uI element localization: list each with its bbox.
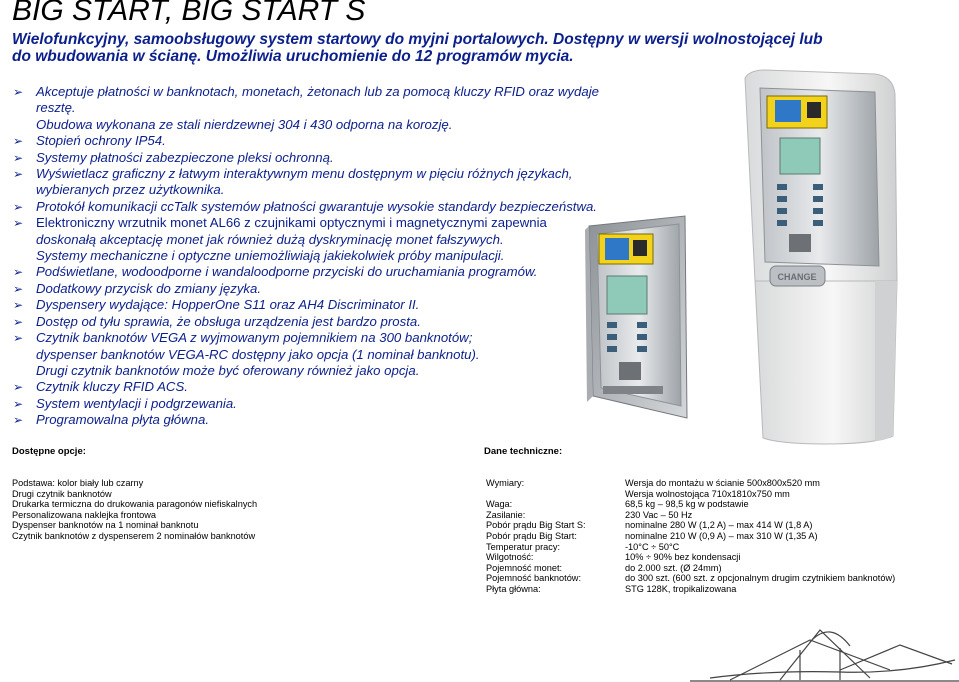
feature-text: Obudowa wykonana ze stali nierdzewnej 304 i 430 odporna na korozję. (36, 116, 453, 132)
arrow-bullet-icon: ➢ (13, 396, 24, 411)
feature-text: dyspenser banknotów VEGA-RC dostępny jako opcja (1 nominał banknotu). (36, 346, 480, 362)
arrow-bullet-icon: ➢ (13, 265, 24, 280)
spec-value: nominalne 280 W (1,2 A) – max 414 W (1,8 A) (625, 520, 813, 531)
feature-item (12, 264, 612, 280)
page-title: BIG START, BIG START S (12, 0, 366, 27)
arrow-bullet-icon: ➢ (13, 314, 24, 329)
spec-value: Wersja wolnostojąca 710x1810x750 mm (625, 488, 790, 499)
feature-item (12, 281, 612, 297)
feature-item (12, 150, 612, 166)
feature-item (12, 182, 612, 198)
feature-text: Dostęp od tyłu sprawia, że obsługa urządzenia jest bardzo prosta. (36, 313, 421, 329)
arrow-bullet-icon: ➢ (13, 331, 24, 346)
spec-value: 68,5 kg – 98,5 kg w podstawie (625, 499, 749, 510)
spec-label: Zasilanie: (486, 509, 526, 520)
feature-text: Dodatkowy przycisk do zmiany języka. (36, 280, 261, 296)
feature-text: System wentylacji i podgrzewania. (36, 395, 237, 411)
feature-item (12, 117, 612, 133)
spec-label: Płyta główna: (486, 583, 541, 594)
option-item: Drugi czytnik banknotów (12, 488, 112, 499)
option-item: Drukarka termiczna do drukowania paragonów niefiskalnych (12, 499, 258, 510)
page-subtitle: Wielofunkcyjny, samoobsługowy system startowy do myjni portalowych. Dostępny w wersji wolnostojącej lub do wbudowania w ścianę. Umożliwia uruchomienie do 12 programów mycia. (12, 31, 823, 65)
feature-text: Wyświetlacz graficzny z łatwym interaktywnym menu dostępnym w pięciu różnych językach, (36, 166, 573, 182)
feature-item (12, 379, 612, 395)
options-heading: Dostępne opcje: (12, 446, 86, 457)
freestanding-unit (745, 70, 897, 444)
wall-mount-unit (585, 216, 687, 418)
feature-text: Akceptuje płatności w banknotach, monetach, żetonach lub za pomocą kluczy RFID oraz wydaje resztę. (36, 84, 599, 116)
feature-item (12, 84, 612, 117)
option-item: Dyspenser banknotów na 1 nominał banknotu (12, 520, 199, 531)
spec-value: STG 128K, tropikalizowana (625, 583, 737, 594)
feature-item (12, 199, 612, 215)
feature-text: Drugi czytnik banknotów może być oferowany również jako opcja. (36, 362, 420, 378)
spec-value: nominalne 210 W (0,9 A) – max 310 W (1,35 A) (625, 530, 818, 541)
feature-text: Czytnik kluczy RFID ACS. (36, 379, 188, 395)
arrow-bullet-icon: ➢ (13, 298, 24, 313)
spec-labels (486, 478, 586, 595)
sketch-logo (690, 600, 959, 682)
spec-label: Pojemność banknotów: (486, 573, 581, 584)
feature-item (12, 396, 612, 412)
feature-text: Podświetlane, wodoodporne i wandaloodporne przyciski do uruchamiania programów. (36, 264, 538, 280)
feature-item (12, 412, 612, 428)
arrow-bullet-icon: ➢ (13, 380, 24, 395)
options-list (12, 478, 257, 542)
spec-label: Pobór prądu Big Start: (486, 530, 577, 541)
spec-value: -10°C ÷ 50°C (625, 541, 680, 552)
feature-list (12, 84, 612, 429)
feature-item (12, 347, 612, 363)
arrow-bullet-icon: ➢ (13, 413, 24, 428)
change-label: CHANGE (777, 272, 817, 282)
arrow-bullet-icon: ➢ (13, 281, 24, 296)
feature-item (12, 133, 612, 149)
spec-value: 10% ÷ 90% bez kondensacji (625, 552, 741, 563)
feature-item (12, 330, 612, 346)
spec-label: Wymiary: (486, 478, 525, 488)
feature-item (12, 166, 612, 182)
arrow-bullet-icon: ➢ (13, 167, 24, 182)
feature-item (12, 297, 612, 313)
spec-label (486, 489, 586, 500)
spec-label: Pobór prądu Big Start S: (486, 520, 586, 531)
spec-value: 230 Vac – 50 Hz (625, 509, 693, 520)
spec-value: do 2.000 szt. (Ø 24mm) (625, 562, 722, 573)
feature-item (12, 248, 612, 264)
spec-label: Waga: (486, 499, 513, 510)
feature-text: Systemy płatności zabezpieczone pleksi ochronną. (36, 149, 334, 165)
arrow-bullet-icon: ➢ (13, 199, 24, 214)
option-item: Personalizowana naklejka frontowa (12, 509, 157, 520)
option-item: Podstawa: kolor biały lub czarny (12, 478, 144, 488)
feature-text: Dyspensery wydające: HopperOne S11 oraz AH4 Discriminator II. (36, 297, 420, 313)
spec-label: Pojemność monet: (486, 562, 563, 573)
spec-value: do 300 szt. (600 szt. z opcjonalnym drugim czytnikiem banknotów) (625, 573, 896, 584)
feature-text: Stopień ochrony IP54. (36, 133, 166, 149)
specs-heading: Dane techniczne: (484, 446, 563, 457)
feature-text: Elektroniczny wrzutnik monet AL66 z czujnikami optycznymi i magnetycznymi zapewnia (36, 215, 547, 231)
arrow-bullet-icon: ➢ (13, 85, 24, 99)
spec-value: Wersja do montażu w ścianie 500x800x520 mm (625, 478, 820, 488)
feature-item (12, 215, 612, 231)
spec-values (625, 478, 895, 595)
feature-text: Protokół komunikacji ccTalk systemów płatności gwarantuje wysokie standardy bezpieczeństwa. (36, 198, 597, 214)
spec-label: Temperatur pracy: (486, 541, 561, 552)
kiosk-illustration (575, 66, 959, 446)
feature-item (12, 363, 612, 379)
arrow-bullet-icon: ➢ (13, 134, 24, 149)
feature-text: wybieranych przez użytkownika. (36, 182, 225, 198)
spec-label: Wilgotność: (486, 552, 534, 563)
feature-item (12, 314, 612, 330)
feature-item (12, 232, 612, 248)
option-item: Czytnik banknotów z dyspenserem 2 nominałów banknotów (12, 530, 256, 541)
feature-text: Systemy mechaniczne i optyczne uniemożliwiają jakiekolwiek próby manipulacji. (36, 248, 505, 264)
arrow-bullet-icon: ➢ (13, 150, 24, 165)
feature-text: Czytnik banknotów VEGA z wyjmowanym pojemnikiem na 300 banknotów; (36, 330, 473, 346)
feature-text: doskonałą akceptację monet jak również dużą dyskryminację monet fałszywych. (36, 231, 504, 247)
arrow-bullet-icon: ➢ (13, 216, 24, 231)
feature-text: Programowalna płyta główna. (36, 412, 209, 428)
